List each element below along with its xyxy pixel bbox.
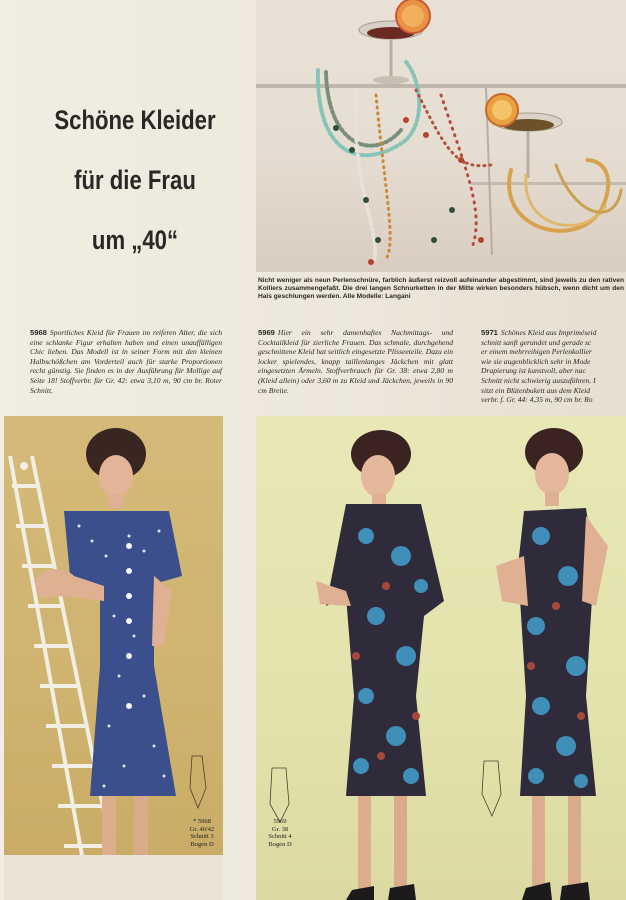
model-photo-5969-5971 [256,416,626,900]
article-number: 5969 [258,328,275,337]
article-number: 5968 [30,328,47,337]
article-line-4: wie sie augenblicklich sehr in Mode [481,356,591,366]
studio-floor [4,855,223,900]
article-number: 5971 [481,328,498,337]
title-line-3: um „40“ [91,225,179,255]
photo-caption: Nicht weniger als neun Perlenschnüre, farblich äußerst reizvoll aufeinander abgestimmt, sind jeweils zu den rativen Kolliers zusammengefaßt. Die drei langen Schnurketten in der Mitte wirken besonders hübsch, wenn dicht um den Hals geschlungen werden. Alle Modelle: Langani [258,277,624,300]
article-line-2: schnitt sanft gerundet und gerade sc [481,337,592,347]
cocktail-glass-right [486,94,562,178]
article-line-6: Schnitt nicht schwierig auszuführen. I [481,375,596,385]
page-title [41,90,230,270]
article-5969 [258,328,453,395]
model-5971 [496,428,608,900]
article-5968 [30,328,222,395]
article-text: Hier ein sehr damenhaftes Nachmittags- und Cocktailkleid für zierliche Frauen. Das schmale, durchgehend geschnittene Kleid hat seitlich eingesetzte Plisseeteile. Dazu ein locker spielendes, knapp taillenlanges Jäckchen mit glatt eingesetzten Ärmeln. Stoffverbrauch für Gr. 38: etwa 2,80 m (Kleid allein) oder 3,60 m zu Kleid und Jäckchen, jeweils in 90 cm Breite. [258,328,453,395]
article-line-7: sitzt ein Blütenbukett aus dem Kleid [481,385,591,395]
necklace-photo [256,0,626,272]
cocktail-glass-top [359,0,430,84]
article-line-8: verbr. f. Gr. 44: 4,35 m, 90 cm br. Ro [481,395,593,405]
pattern-label-5969: 5969 Gr. 38 Schnitt 4 Bogen D [268,818,292,848]
model-5969 [316,430,444,900]
title-line-1: Schöne Kleider [54,105,216,135]
article-line-5: Drapierung ist kunstvoll, aber nac [481,366,586,376]
article-line-3: er einem mehrreihigen Perlenkollier [481,347,592,357]
article-5971 [481,328,626,405]
article-line-1: 5971 Schönes Kleid aus Impriméseid [481,328,597,337]
article-text: Sportliches Kleid für Frauen im reiferen Alter, die sich eine schlanke Figur erhalten haben und einen unauffälligen Chic lieben. Das Modell ist in seiner Form mit den kleinen Halbschößchen am Vorderteil auch für starke Proportionen recht günstig. Sie finden es in der Ausführung für Mollige auf Seite 18! Stoffverbr. für Gr. 42: etwa 3,10 m, 90 cm br. Roter Schnitt. [30,328,222,395]
title-line-2: für die Frau [74,165,196,195]
pattern-label-5968: * 5968 Gr. 40/42 Schnitt 3 Bogen D [189,818,215,848]
